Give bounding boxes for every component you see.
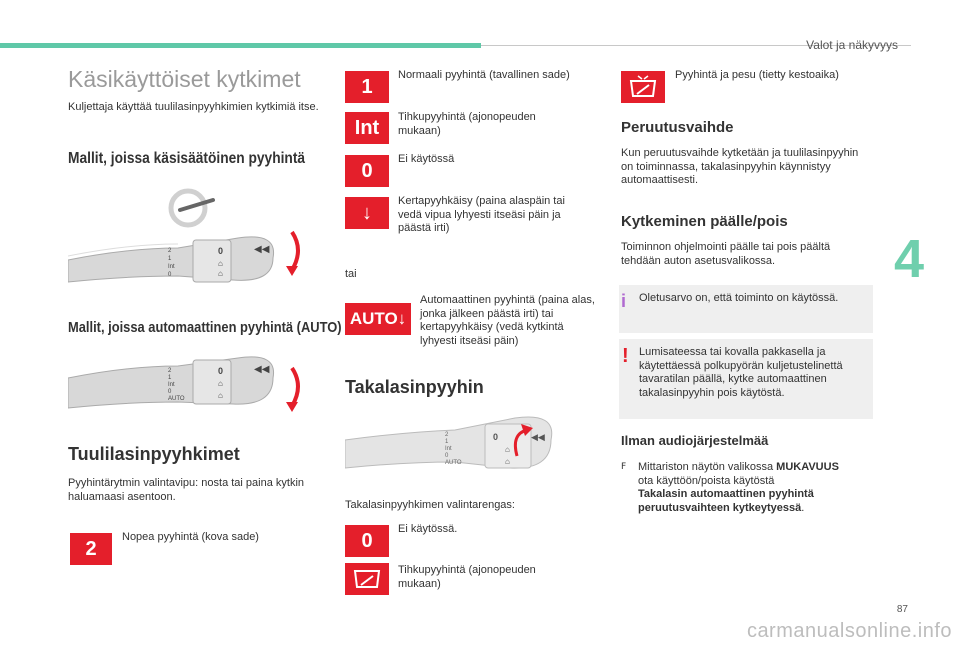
svg-text:0: 0 — [168, 389, 172, 395]
wipers-heading: Tuulilasinpyyhkimet — [68, 444, 240, 464]
single-wipe-text: Kertapyyhkäisy (paina alaspäin tai vedä vipua lyhyesti itseäsi päin ja päästä irti) — [398, 195, 565, 234]
speed-1-badge: 1 — [345, 71, 389, 103]
rear-off-badge: 0 — [345, 525, 389, 557]
or-text: tai — [345, 268, 357, 280]
speed-1-text: Normaali pyyhintä (tavallinen sade) — [398, 69, 570, 81]
svg-text:◀◀: ◀◀ — [254, 364, 270, 375]
down-arrow-icon: ↓ — [397, 309, 407, 328]
svg-text:1: 1 — [168, 256, 172, 262]
svg-text:2: 2 — [168, 248, 172, 254]
manual-heading: Mallit, joissa käsisäätöinen pyyhintä — [68, 150, 306, 167]
off-text: Ei käytössä — [398, 153, 455, 165]
svg-text:0: 0 — [168, 272, 172, 278]
svg-text:⌂: ⌂ — [218, 391, 223, 400]
auto-badge — [345, 303, 411, 335]
auto-heading: Mallit, joissa automaattinen pyyhintä (AUTO) — [68, 319, 342, 336]
warning-note — [619, 339, 873, 419]
warning-note-text: Lumisateessa tai kovalla pakkasella ja käytettäessä polkupyörän kuljetustelinettä tavaratilan päällä, kytke automaattinen takalasinpyyhin pois käytöstä. — [639, 346, 843, 399]
svg-text:Int: Int — [168, 264, 175, 270]
svg-text:0: 0 — [218, 366, 224, 376]
svg-text:⌂: ⌂ — [218, 379, 223, 388]
svg-text:◀◀: ◀◀ — [531, 432, 545, 442]
rear-off-text: Ei käytössä. — [398, 523, 458, 535]
audio-heading: Ilman audiojärjestelmää — [621, 433, 769, 448]
svg-text:1: 1 — [445, 439, 449, 445]
svg-text:⌂: ⌂ — [218, 269, 223, 278]
watermark: carmanualsonline.info — [746, 620, 952, 642]
bullet-marker: F — [621, 462, 627, 472]
rear-int-text: Tihkupyyhintä (ajonopeuden mukaan) — [398, 564, 536, 590]
wipers-text: Pyyhintärytmin valintavipu: nosta tai paina kytkin haluamaasi asentoon. — [68, 477, 305, 503]
int-text: Tihkupyyhintä (ajonopeuden mukaan) — [398, 111, 536, 137]
auto-text: Automaattinen pyyhintä (paina alas, jonka jälkeen päästä irti) tai kertapyyhkäisy (vedä kytkintä lyhyesti itseäsi päin) — [420, 294, 595, 347]
svg-text:⌂: ⌂ — [218, 259, 223, 268]
info-note — [619, 285, 873, 333]
page-title: Käsikäyttöiset kytkimet — [68, 66, 301, 92]
reverse-heading: Peruutusvaihde — [621, 119, 734, 136]
info-icon: i — [621, 291, 627, 311]
svg-text:⌂: ⌂ — [505, 457, 510, 466]
function-name: Takalasin automaattinen pyyhintä peruutusvaihteen kytkeytyessä — [638, 488, 814, 514]
off-badge: 0 — [345, 155, 389, 187]
rear-heading: Takalasinpyyhin — [345, 377, 484, 397]
page-number: 87 — [896, 604, 908, 615]
intro-text: Kuljettaja käyttää tuulilasinpyyhkimien kytkimiä itse. — [68, 101, 319, 113]
speed-2-text: Nopea pyyhintä (kova sade) — [122, 531, 259, 543]
svg-text:◀◀: ◀◀ — [254, 244, 270, 255]
svg-text:1: 1 — [168, 375, 172, 381]
rear-text: Takalasinpyyhkimen valintarengas: — [345, 499, 515, 511]
section-title: Valot ja näkyvyys — [806, 38, 898, 52]
speed-2-badge: 2 — [70, 533, 112, 565]
info-note-text: Oletusarvo on, että toiminto on käytössä. — [639, 292, 839, 304]
audio-text-2: ota käyttöön/poista käytöstä — [638, 474, 775, 487]
chapter-number: 4 — [893, 229, 924, 289]
single-wipe-badge: ↓ — [345, 197, 389, 229]
onoff-heading: Kytkeminen päälle/pois — [621, 213, 788, 230]
onoff-text: Toiminnon ohjelmointi päälle tai pois päältä tehdään auton asetusvalikossa. — [621, 241, 831, 267]
svg-text:AUTO: AUTO — [445, 460, 462, 466]
wash-wipe-icon — [621, 71, 665, 103]
rear-wiper-illustration — [345, 412, 560, 482]
audio-instructions — [638, 461, 868, 515]
svg-text:AUTO: AUTO — [168, 396, 185, 402]
int-badge: Int — [345, 112, 389, 144]
rear-window-wiper-icon — [345, 563, 389, 595]
auto-wiper-lever-illustration — [68, 350, 308, 430]
svg-text:0: 0 — [445, 453, 449, 459]
svg-text:⌂: ⌂ — [505, 445, 510, 454]
svg-text:Int: Int — [445, 446, 452, 452]
manual-wiper-lever-illustration — [68, 188, 308, 298]
menu-name: MUKAVUUS — [776, 461, 839, 473]
warning-icon: ! — [622, 345, 629, 367]
svg-text:0: 0 — [493, 432, 499, 442]
audio-text-3: . — [801, 501, 805, 514]
svg-text:Int: Int — [168, 382, 175, 388]
audio-text-1: Mittariston näytön valikossa — [638, 461, 777, 473]
wash-text: Pyyhintä ja pesu (tietty kestoaika) — [675, 69, 839, 81]
svg-text:2: 2 — [445, 432, 449, 438]
auto-badge-label: AUTO — [349, 309, 398, 328]
header-accent-bar — [0, 43, 481, 48]
reverse-text: Kun peruutusvaihde kytketään ja tuulilasinpyyhin on toiminnassa, takalasinpyyhin käynnistyy automaattisesti. — [621, 147, 859, 186]
svg-text:0: 0 — [218, 246, 224, 256]
svg-text:2: 2 — [168, 368, 172, 374]
